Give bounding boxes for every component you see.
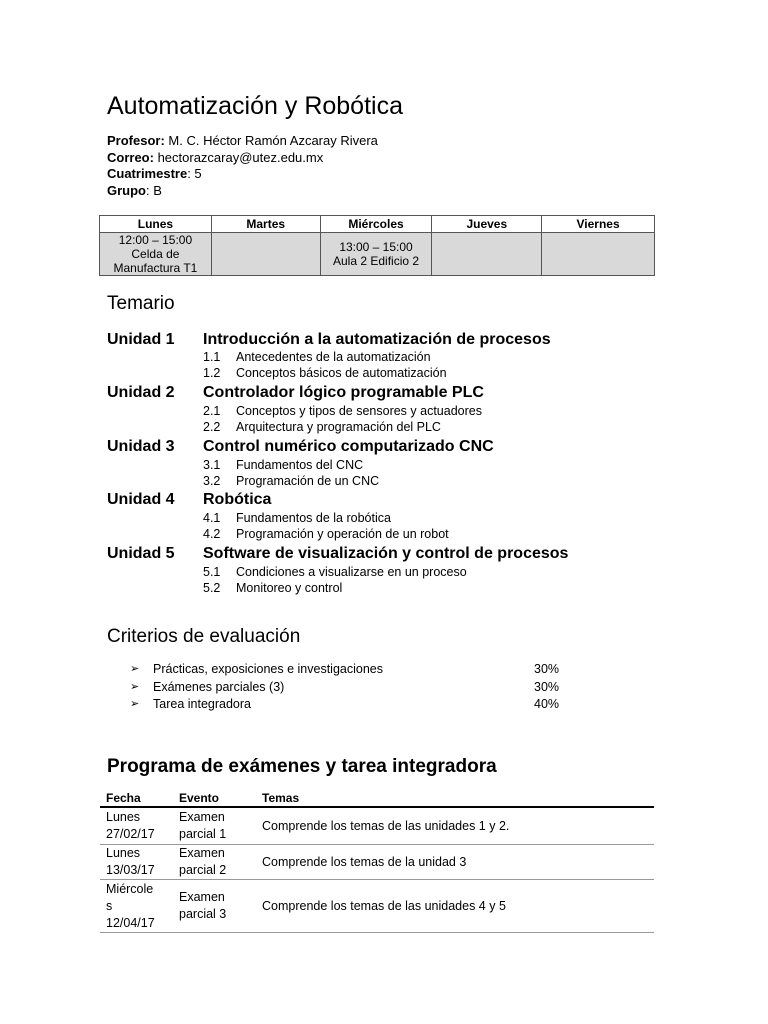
subtopic-number: 5.1 [203,565,221,579]
schedule-lunes-line: 12:00 – 15:00 [118,233,193,247]
criterio-text: Tarea integradora [153,697,251,711]
subtopic [203,527,449,541]
unit-title: Control numérico computarizado CNC [203,438,494,455]
schedule-cell-martes [211,233,320,276]
fecha-line: 27/02/17 [106,827,155,841]
programa-heading: Programa de exámenes y tarea integradora [107,756,497,777]
subtopic [203,458,363,472]
evento-line: Examen [179,890,225,904]
page-title: Automatización y Robótica [107,92,403,120]
subtopic-number: 2.1 [203,404,221,418]
exams-header-temas: Temas [256,790,654,807]
subtopic-text: Programación y operación de un robot [236,527,449,541]
unit-title: Introducción a la automatización de procesos [203,331,551,348]
unit-label: Unidad 5 [107,545,175,562]
grupo-row [107,183,378,200]
schedule-header-lunes: Lunes [100,216,212,233]
subtopic [203,404,482,418]
schedule-cell-viernes [542,233,655,276]
schedule-cell-lunes [100,233,212,276]
unit-label: Unidad 1 [107,331,175,348]
arrow-bullet-icon: ➢ [130,698,140,710]
exams-header-row [100,790,654,807]
subtopic [203,581,342,595]
subtopic-text: Antecedentes de la automatización [236,350,431,364]
subtopic-text: Conceptos básicos de automatización [236,366,447,380]
subtopic-text: Programación de un CNC [236,474,380,488]
profesor-label: Profesor: [107,133,165,148]
schedule-header-jueves: Jueves [432,216,542,233]
schedule-row [100,233,655,276]
subtopic-number: 4.2 [203,527,221,541]
profesor-value: M. C. Héctor Ramón Azcaray Rivera [164,133,378,148]
table-row [100,807,654,845]
course-info [107,133,378,199]
criterio-value: 40% [534,697,560,711]
schedule-header-row [100,216,655,233]
exam-fecha [100,845,173,880]
subtopic [203,565,467,579]
fecha-line: s [106,898,113,913]
criterio-text: Exámenes parciales (3) [153,680,285,694]
schedule-header-viernes: Viernes [542,216,655,233]
subtopic-number: 5.2 [203,581,221,595]
subtopic-number: 4.1 [203,511,221,525]
schedule-header-martes: Martes [211,216,320,233]
exam-fecha [100,807,173,845]
criterio-value: 30% [534,662,560,676]
correo-value: hectorazcaray@utez.edu.mx [153,149,324,165]
unit-title: Software de visualización y control de procesos [203,545,569,562]
subtopic [203,350,431,364]
grupo-label: Grupo [107,182,146,198]
schedule-header-miercoles: Miércoles [320,216,432,233]
subtopic-number: 1.2 [203,366,221,380]
subtopic [203,420,441,434]
arrow-bullet-icon: ➢ [130,663,140,675]
subtopic-text: Conceptos y tipos de sensores y actuadores [236,404,482,418]
table-row [100,845,654,880]
fecha-line: Lunes [106,846,141,860]
fecha-line: Lunes [106,810,141,824]
temario-heading: Temario [107,293,175,314]
subtopic-text: Arquitectura y programación del PLC [236,420,441,434]
table-row [100,880,654,933]
fecha-line: Miércole [106,881,154,896]
subtopic-number: 3.1 [203,458,221,472]
profesor-row [107,133,378,150]
unit-title: Controlador lógico programable PLC [203,384,484,401]
exam-evento [173,845,256,880]
grupo-value: : B [146,182,162,198]
subtopic [203,511,391,525]
arrow-bullet-icon: ➢ [130,681,140,693]
schedule-cell-miercoles [320,233,432,276]
cuatrimestre-row [107,166,378,183]
evento-line: parcial 1 [179,827,227,841]
subtopic [203,366,447,380]
unit-label: Unidad 4 [107,491,175,508]
subtopic-number: 3.2 [203,474,221,488]
unit-label: Unidad 3 [107,438,175,455]
criterio-text: Prácticas, exposiciones e investigaciones [153,662,383,676]
schedule-cell-jueves [432,233,542,276]
evento-line: Examen [179,846,225,860]
exams-header-evento: Evento [173,790,256,807]
exams-header-fecha: Fecha [100,790,173,807]
subtopic-number: 2.2 [203,420,221,434]
cuatrimestre-value: : 5 [187,166,202,181]
subtopic-text: Condiciones a visualizarse en un proceso [236,565,467,579]
fecha-line: 13/03/17 [106,863,155,877]
schedule-table [99,215,655,276]
cuatrimestre-label: Cuatrimestre [107,166,188,181]
schedule-miercoles-line: 13:00 – 15:00 [339,240,413,254]
exam-evento [173,880,256,933]
evento-line: parcial 2 [179,863,227,877]
exams-table [100,790,654,933]
criterios-heading: Criterios de evaluación [107,626,301,647]
unit-label: Unidad 2 [107,384,175,401]
subtopic [203,474,379,488]
evento-line: parcial 3 [179,907,227,921]
subtopic-text: Monitoreo y control [236,581,343,595]
exam-temas: Comprende los temas de las unidades 1 y 2. [256,807,654,845]
subtopic-text: Fundamentos del CNC [236,458,364,472]
schedule-lunes-line: Celda de [131,247,180,261]
correo-row [107,150,378,167]
schedule-miercoles-line: Aula 2 Edificio 2 [332,254,420,268]
exam-temas: Comprende los temas de la unidad 3 [256,845,654,880]
evento-line: Examen [179,810,225,824]
exam-temas: Comprende los temas de las unidades 4 y 5 [256,880,654,933]
exam-evento [173,807,256,845]
subtopic-number: 1.1 [203,350,221,364]
unit-title: Robótica [203,491,272,508]
subtopic-text: Fundamentos de la robótica [236,511,391,525]
exam-fecha [100,880,173,933]
correo-label: Correo: [107,149,154,165]
schedule-lunes-line: Manufactura T1 [113,261,198,275]
criterio-value: 30% [534,680,560,694]
fecha-line: 12/04/17 [106,915,155,930]
